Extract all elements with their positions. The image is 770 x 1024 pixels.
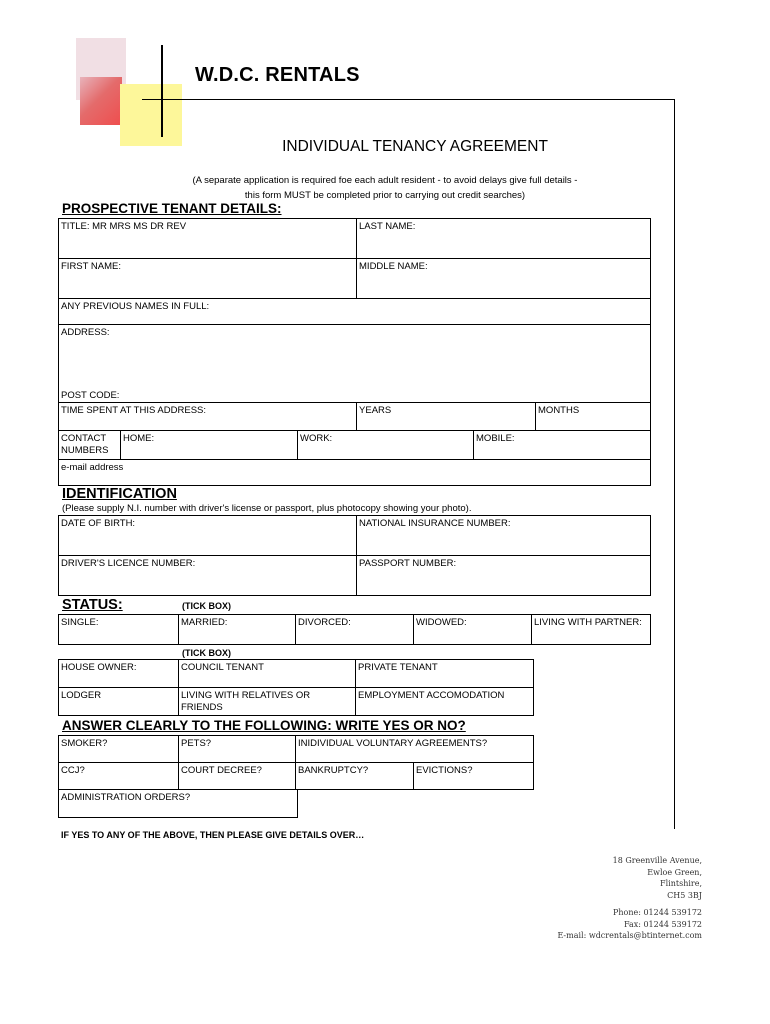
- employment-checkbox[interactable]: EMPLOYMENT ACCOMODATION: [356, 688, 534, 716]
- phone-number: Phone: 01244 539172: [612, 908, 702, 917]
- title-field[interactable]: TITLE: MR MRS MS DR REV: [59, 219, 357, 259]
- post-code-label: POST CODE:: [61, 390, 120, 401]
- first-name-field[interactable]: FIRST NAME:: [59, 259, 357, 299]
- court-decree-field[interactable]: COURT DECREE?: [179, 763, 296, 790]
- married-checkbox[interactable]: MARRIED:: [179, 615, 296, 645]
- form-note-line-2: this form MUST be completed prior to carrying out credit searches): [244, 190, 526, 201]
- identification-table: [58, 515, 651, 596]
- ni-number-field[interactable]: NATIONAL INSURANCE NUMBER:: [357, 516, 651, 556]
- address-line: Flintshire,: [660, 879, 702, 888]
- admin-orders-field[interactable]: ADMINISTRATION ORDERS?: [59, 790, 298, 818]
- tick-box-label-1: (TICK BOX): [182, 601, 231, 611]
- fax-number: Fax: 01244 539172: [623, 919, 702, 929]
- work-phone-field[interactable]: WORK:: [298, 431, 474, 460]
- address-field[interactable]: [59, 325, 651, 403]
- single-checkbox[interactable]: SINGLE:: [59, 615, 179, 645]
- evictions-field[interactable]: EVICTIONS?: [414, 763, 534, 790]
- marital-status-table: [58, 614, 651, 645]
- partner-checkbox[interactable]: LIVING WITH PARTNER:: [532, 615, 651, 645]
- questions-table: [58, 735, 534, 790]
- ccj-field[interactable]: CCJ?: [59, 763, 179, 790]
- months-field[interactable]: MONTHS: [538, 405, 580, 416]
- form-note: [0, 173, 770, 203]
- private-tenant-checkbox[interactable]: PRIVATE TENANT: [356, 660, 534, 688]
- contact-numbers-label: [59, 431, 121, 460]
- lodger-checkbox[interactable]: LODGER: [59, 688, 179, 716]
- email-field[interactable]: e-mail address: [59, 460, 651, 486]
- contact-label-line-2: NUMBERS: [61, 445, 109, 456]
- form-title: INDIVIDUAL TENANCY AGREEMENT: [282, 138, 548, 155]
- logo-block-red: [80, 77, 122, 125]
- identification-note: (Please supply N.I. number with driver's license or passport, plus photocopy showing your photo).: [62, 503, 472, 514]
- licence-field[interactable]: DRIVER'S LICENCE NUMBER:: [59, 556, 357, 596]
- tenant-details-table: [58, 218, 651, 486]
- admin-orders-table: [58, 789, 298, 818]
- widowed-checkbox[interactable]: WIDOWED:: [414, 615, 532, 645]
- address-line: Ewloe Green,: [647, 867, 702, 877]
- middle-name-field[interactable]: MIDDLE NAME:: [357, 259, 651, 299]
- address-line: 18 Greenville Avenue,: [612, 856, 702, 865]
- relatives-checkbox[interactable]: LIVING WITH RELATIVES OR FRIENDS: [179, 688, 356, 716]
- company-name: W.D.C. RENTALS: [195, 64, 360, 86]
- form-note-line-1: (A separate application is required foe each adult resident - to avoid delays give full details -: [192, 175, 578, 186]
- page-right-rule: [674, 99, 675, 829]
- mobile-phone-field[interactable]: MOBILE:: [474, 431, 651, 460]
- logo-horizontal-line: [142, 99, 675, 100]
- contact-label-line-1: CONTACT: [61, 433, 107, 444]
- company-address: [557, 855, 702, 942]
- dob-field[interactable]: DATE OF BIRTH:: [59, 516, 357, 556]
- details-over-note: IF YES TO ANY OF THE ABOVE, THEN PLEASE GIVE DETAILS OVER…: [61, 830, 365, 840]
- years-months-cell: [357, 403, 651, 431]
- logo-vertical-line: [161, 45, 163, 137]
- years-field[interactable]: YEARS: [357, 403, 536, 430]
- status-heading: STATUS:: [62, 597, 123, 613]
- email-address: E-mail: wdcrentals@btinternet.com: [557, 931, 702, 940]
- address-label: ADDRESS:: [61, 327, 110, 338]
- time-spent-field[interactable]: TIME SPENT AT THIS ADDRESS:: [59, 403, 357, 431]
- residence-status-table: [58, 659, 534, 716]
- identification-heading: IDENTIFICATION: [62, 486, 177, 502]
- pets-field[interactable]: PETS?: [179, 736, 296, 763]
- address-line: CH5 3BJ: [667, 890, 702, 900]
- logo-block-yellow: [120, 84, 182, 146]
- questions-heading: ANSWER CLEARLY TO THE FOLLOWING: WRITE YES OR NO?: [62, 718, 466, 733]
- previous-names-field[interactable]: ANY PREVIOUS NAMES IN FULL:: [59, 299, 651, 325]
- bankruptcy-field[interactable]: BANKRUPTCY?: [296, 763, 414, 790]
- tick-box-label-2: (TICK BOX): [182, 648, 231, 658]
- passport-field[interactable]: PASSPORT NUMBER:: [357, 556, 651, 596]
- last-name-field[interactable]: LAST NAME:: [357, 219, 651, 259]
- divorced-checkbox[interactable]: DIVORCED:: [296, 615, 414, 645]
- council-tenant-checkbox[interactable]: COUNCIL TENANT: [179, 660, 356, 688]
- smoker-field[interactable]: SMOKER?: [59, 736, 179, 763]
- home-phone-field[interactable]: HOME:: [121, 431, 298, 460]
- house-owner-checkbox[interactable]: HOUSE OWNER:: [59, 660, 179, 688]
- iva-field[interactable]: INIDIVIDUAL VOLUNTARY AGREEMENTS?: [296, 736, 534, 763]
- tenant-heading: PROSPECTIVE TENANT DETAILS:: [62, 201, 282, 216]
